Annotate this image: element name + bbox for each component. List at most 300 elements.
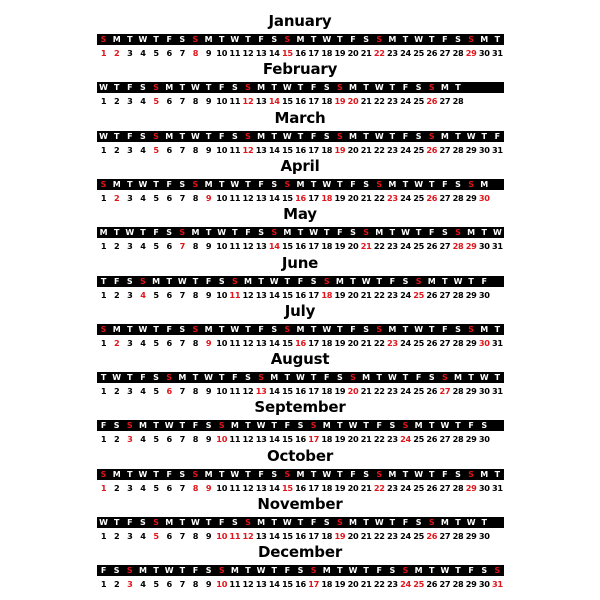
weekday-label: T xyxy=(113,228,120,238)
weekday-label: M xyxy=(257,83,266,93)
weekday-label: F xyxy=(350,324,356,334)
day-number: 17 xyxy=(308,289,319,300)
day-number: 15 xyxy=(281,531,293,541)
day-number: 19 xyxy=(334,434,346,445)
day-number: 5 xyxy=(153,337,159,348)
weekday-label: W xyxy=(282,518,292,527)
day-number: 30 xyxy=(478,337,490,348)
weekday-label: S xyxy=(192,324,199,334)
weekday-label: S xyxy=(192,179,199,189)
month-title: August xyxy=(270,350,330,369)
day-number: 22 xyxy=(373,241,385,252)
day-number: 16 xyxy=(295,289,306,300)
day-number: 22 xyxy=(373,579,385,590)
weekday-label: T xyxy=(442,276,448,286)
weekday-label: T xyxy=(402,373,409,383)
day-number: 24 xyxy=(400,337,411,348)
day-number: 9 xyxy=(205,96,212,107)
day-number: 10 xyxy=(216,579,228,590)
day-number: 11 xyxy=(229,434,241,445)
weekday-label: M xyxy=(165,83,174,93)
weekday-label: F xyxy=(140,373,146,383)
weekday-label: W xyxy=(138,469,148,479)
weekday-label: T xyxy=(245,566,251,576)
weekday-label: W xyxy=(269,276,279,286)
day-number: 13 xyxy=(255,48,267,58)
weekday-label: F xyxy=(310,131,317,141)
weekday-label: S xyxy=(231,276,238,286)
weekday-label: F xyxy=(350,35,356,44)
weekday-label: T xyxy=(363,566,369,576)
weekday-label: S xyxy=(442,373,448,383)
weekday-label: M xyxy=(480,35,489,44)
weekday-label: T xyxy=(402,324,409,334)
weekday-label: T xyxy=(205,131,212,141)
weekday-label: T xyxy=(100,373,107,383)
weekday-label: M xyxy=(152,276,161,286)
day-number: 29 xyxy=(465,192,477,203)
day-number: 11 xyxy=(229,289,241,300)
day-number: 25 xyxy=(413,48,425,58)
weekday-label: T xyxy=(218,324,225,334)
weekday-label: T xyxy=(258,276,264,286)
day-number: 20 xyxy=(347,434,359,445)
weekday-label: M xyxy=(296,179,305,189)
weekday-label: S xyxy=(297,421,304,431)
day-number: 5 xyxy=(153,482,159,493)
weekday-label: M xyxy=(349,518,357,527)
weekday-label: S xyxy=(310,566,317,576)
day-number: 29 xyxy=(465,241,477,252)
weekday-label: S xyxy=(140,131,146,141)
weekday-label: S xyxy=(153,131,159,141)
day-number: 21 xyxy=(360,192,372,203)
month-february xyxy=(0,60,600,108)
day-number: 9 xyxy=(205,531,212,541)
day-number: 1 xyxy=(100,531,107,541)
weekday-label: W xyxy=(374,131,384,141)
day-number: 13 xyxy=(255,337,267,348)
weekday-label: S xyxy=(245,131,251,141)
day-number: 22 xyxy=(373,531,385,541)
weekday-label: S xyxy=(415,276,422,286)
day-number: 21 xyxy=(360,434,372,445)
day-number: 4 xyxy=(140,434,146,445)
weekday-label: F xyxy=(402,131,409,141)
weekday-label: S xyxy=(271,324,278,334)
weekday-label: F xyxy=(205,276,212,286)
weekday-label: S xyxy=(455,179,461,189)
weekday-label: T xyxy=(337,35,343,44)
day-number: 22 xyxy=(373,289,385,300)
month-title: September xyxy=(254,398,346,417)
day-number: 9 xyxy=(205,144,212,155)
weekday-label: F xyxy=(232,373,238,383)
weekday-label: S xyxy=(494,566,501,576)
weekday-label: F xyxy=(218,518,225,527)
weekday-label: W xyxy=(112,373,122,383)
weekday-label: T xyxy=(297,228,304,238)
day-row xyxy=(97,482,504,494)
day-number: 4 xyxy=(140,192,146,203)
weekday-label: T xyxy=(218,179,225,189)
day-number: 22 xyxy=(373,337,385,348)
weekday-label: W xyxy=(99,131,108,141)
weekday-label: W xyxy=(164,421,174,431)
month-title: October xyxy=(266,446,334,465)
weekday-label: M xyxy=(480,469,489,479)
day-number: 7 xyxy=(179,531,186,541)
day-number: 9 xyxy=(205,192,212,203)
weekday-label: T xyxy=(337,566,343,576)
weekday-label: S xyxy=(336,373,343,383)
weekday-label: M xyxy=(322,421,331,431)
day-number: 19 xyxy=(334,531,346,541)
weekday-label: S xyxy=(363,179,369,189)
weekday-label: F xyxy=(258,324,264,334)
weekday-label: M xyxy=(230,421,239,431)
weekday-label: T xyxy=(324,228,330,238)
weekday-label: M xyxy=(388,179,397,189)
day-number: 28 xyxy=(452,337,464,348)
day-number: 23 xyxy=(386,579,398,590)
weekday-label: T xyxy=(192,373,199,383)
day-number: 5 xyxy=(153,192,159,203)
day-number: 8 xyxy=(192,434,199,445)
weekday-label: F xyxy=(100,566,107,576)
day-number: 11 xyxy=(229,241,241,252)
weekday-label: M xyxy=(270,373,279,383)
day-number: 17 xyxy=(308,192,319,203)
day-number: 5 xyxy=(153,434,159,445)
weekday-label: T xyxy=(153,35,159,44)
day-number: 20 xyxy=(347,579,359,590)
weekday-label: T xyxy=(389,518,396,527)
weekday-label: T xyxy=(402,179,409,189)
day-number: 3 xyxy=(127,289,133,300)
weekday-label: S xyxy=(350,373,356,383)
weekday-label: S xyxy=(350,228,356,238)
day-number: 29 xyxy=(465,386,477,397)
weekday-strip xyxy=(97,34,504,45)
weekday-label: T xyxy=(271,566,277,576)
day-number: 2 xyxy=(113,337,120,348)
weekday-label: S xyxy=(468,179,475,189)
weekday-label: S xyxy=(323,83,330,93)
day-number: 10 xyxy=(216,289,228,300)
weekday-label: T xyxy=(310,469,317,479)
day-number: 16 xyxy=(295,434,306,445)
weekday-label: M xyxy=(138,421,147,431)
day-number: 11 xyxy=(229,531,241,541)
weekday-label: T xyxy=(245,421,251,431)
weekday-label: F xyxy=(166,324,172,334)
weekday-label: F xyxy=(166,35,172,44)
day-number: 30 xyxy=(478,531,490,541)
weekday-label: S xyxy=(481,421,488,431)
weekday-label: M xyxy=(414,421,423,431)
month-october xyxy=(0,447,600,495)
weekday-label: S xyxy=(258,373,264,383)
weekday-label: F xyxy=(402,83,409,93)
weekday-label: W xyxy=(322,324,332,334)
weekday-label: W xyxy=(125,228,135,238)
day-number: 19 xyxy=(334,386,346,397)
weekday-label: M xyxy=(427,276,436,286)
day-number: 8 xyxy=(192,386,199,397)
day-number: 1 xyxy=(100,289,107,300)
day-number: 11 xyxy=(229,48,241,58)
weekday-label: S xyxy=(245,373,251,383)
weekday-label: T xyxy=(297,131,304,141)
weekday-label: F xyxy=(494,131,501,141)
month-title: January xyxy=(268,12,332,30)
day-number: 17 xyxy=(308,531,319,541)
weekday-label: F xyxy=(166,179,172,189)
day-number: 17 xyxy=(308,96,319,107)
weekday-label: F xyxy=(350,179,356,189)
weekday-label: T xyxy=(310,324,317,334)
weekday-strip xyxy=(97,227,504,238)
weekday-label: S xyxy=(363,469,369,479)
day-number: 16 xyxy=(295,192,306,203)
day-number: 20 xyxy=(347,386,359,397)
day-number: 29 xyxy=(465,337,477,348)
day-number: 2 xyxy=(113,192,120,203)
weekday-label: S xyxy=(468,35,475,44)
weekday-label: M xyxy=(191,228,200,238)
day-number: 7 xyxy=(179,434,186,445)
weekday-label: S xyxy=(100,179,107,189)
weekday-label: T xyxy=(337,421,343,431)
weekday-label: S xyxy=(140,518,146,527)
day-number: 14 xyxy=(268,192,280,203)
weekday-label: S xyxy=(389,566,396,576)
day-number: 15 xyxy=(281,579,293,590)
weekday-strip xyxy=(97,179,504,190)
day-number: 15 xyxy=(281,144,293,155)
day-number: 13 xyxy=(255,96,267,107)
day-number: 26 xyxy=(426,579,438,590)
day-number: 11 xyxy=(229,337,241,348)
day-number: 4 xyxy=(140,337,146,348)
weekday-label: T xyxy=(455,131,461,141)
weekday-label: W xyxy=(230,324,240,334)
weekday-label: M xyxy=(440,83,449,93)
day-number: 15 xyxy=(281,96,293,107)
day-number: 4 xyxy=(140,289,146,300)
day-row xyxy=(97,530,504,542)
day-number: 15 xyxy=(281,192,293,203)
weekday-label: W xyxy=(466,518,476,527)
day-number: 5 xyxy=(153,386,159,397)
weekday-label: F xyxy=(442,35,448,44)
weekday-label: S xyxy=(323,131,330,141)
month-title: July xyxy=(284,301,316,320)
day-number: 5 xyxy=(153,144,159,155)
day-number: 2 xyxy=(113,289,120,300)
day-number: 21 xyxy=(360,531,372,541)
weekday-label: M xyxy=(349,83,357,93)
weekday-label: F xyxy=(337,228,343,238)
weekday-label: T xyxy=(100,276,107,286)
weekday-label: S xyxy=(428,373,435,383)
day-number: 6 xyxy=(166,482,172,493)
weekday-label: T xyxy=(337,469,343,479)
weekday-label: W xyxy=(348,421,358,431)
month-december xyxy=(0,543,600,591)
day-number: 3 xyxy=(127,531,133,541)
weekday-label: S xyxy=(218,276,225,286)
day-number: 3 xyxy=(127,386,133,397)
weekday-label: S xyxy=(179,324,186,334)
day-number: 18 xyxy=(321,48,333,58)
weekday-label: S xyxy=(166,373,173,383)
weekday-label: S xyxy=(336,83,343,93)
day-number: 14 xyxy=(268,241,280,252)
weekday-label: M xyxy=(165,518,174,527)
weekday-label: W xyxy=(361,276,371,286)
weekday-label: W xyxy=(138,324,148,334)
weekday-label: T xyxy=(284,373,291,383)
weekday-label: T xyxy=(455,83,461,93)
day-number: 10 xyxy=(216,48,228,58)
weekday-label: F xyxy=(442,469,448,479)
weekday-strip xyxy=(97,469,504,480)
weekday-label: M xyxy=(257,131,266,141)
day-number: 10 xyxy=(216,434,228,445)
day-number: 3 xyxy=(127,241,133,252)
day-number: 5 xyxy=(153,531,159,541)
weekday-label: S xyxy=(363,228,369,238)
day-number: 27 xyxy=(439,337,451,348)
day-number: 16 xyxy=(295,579,306,590)
day-number: 6 xyxy=(166,289,172,300)
weekday-label: F xyxy=(153,228,159,238)
day-number: 9 xyxy=(205,48,212,58)
weekday-label: W xyxy=(414,35,424,44)
day-number: 25 xyxy=(413,337,425,348)
day-number: 6 xyxy=(166,96,172,107)
day-number: 25 xyxy=(413,241,425,252)
weekday-label: W xyxy=(177,276,187,286)
weekday-label: S xyxy=(179,228,186,238)
day-number: 12 xyxy=(242,144,254,155)
weekday-label: S xyxy=(100,324,107,334)
weekday-label: T xyxy=(455,518,461,527)
day-number: 2 xyxy=(113,386,120,397)
weekday-label: S xyxy=(284,324,291,334)
day-number: 3 xyxy=(127,579,133,590)
day-number: 29 xyxy=(465,48,477,58)
day-number: 16 xyxy=(295,482,306,493)
weekday-label: W xyxy=(191,518,200,527)
day-number: 16 xyxy=(295,241,306,252)
day-number: 23 xyxy=(386,482,398,493)
weekday-label: S xyxy=(113,566,120,576)
weekday-label: M xyxy=(99,228,108,238)
day-number: 22 xyxy=(373,96,385,107)
weekday-label: F xyxy=(310,518,317,527)
weekday-label: S xyxy=(415,518,422,527)
weekday-label: W xyxy=(479,373,489,383)
weekday-label: T xyxy=(113,131,120,141)
weekday-label: S xyxy=(179,179,186,189)
day-number: 21 xyxy=(360,48,372,58)
day-number: 28 xyxy=(452,241,464,252)
weekday-label: T xyxy=(310,179,317,189)
weekday-label: F xyxy=(402,518,409,527)
day-number: 30 xyxy=(478,241,490,252)
day-number: 9 xyxy=(205,337,212,348)
day-number: 31 xyxy=(492,579,503,590)
day-number: 22 xyxy=(373,434,385,445)
weekday-label: T xyxy=(337,179,343,189)
day-number: 25 xyxy=(413,96,425,107)
weekday-label: S xyxy=(153,83,159,93)
weekday-label: W xyxy=(282,131,292,141)
day-number: 23 xyxy=(386,531,398,541)
day-number: 1 xyxy=(100,192,107,203)
weekday-label: T xyxy=(179,421,186,431)
day-number: 5 xyxy=(153,96,159,107)
day-number: 25 xyxy=(413,579,425,590)
weekday-label: S xyxy=(153,518,159,527)
day-number: 26 xyxy=(426,386,438,397)
day-number: 8 xyxy=(192,579,199,590)
weekday-label: S xyxy=(205,421,212,431)
weekday-label: W xyxy=(296,373,305,383)
day-number: 7 xyxy=(179,482,186,493)
day-number: 19 xyxy=(334,96,346,107)
weekday-label: M xyxy=(296,469,305,479)
weekday-label: S xyxy=(231,83,238,93)
weekday-label: T xyxy=(429,324,435,334)
day-number: 6 xyxy=(166,337,172,348)
day-number: 24 xyxy=(400,144,411,155)
weekday-label: S xyxy=(310,276,317,286)
weekday-label: F xyxy=(468,421,474,431)
weekday-label: T xyxy=(429,566,435,576)
day-number: 10 xyxy=(216,96,228,107)
weekday-label: S xyxy=(415,131,422,141)
day-number: 6 xyxy=(166,434,172,445)
day-number: 1 xyxy=(100,434,107,445)
day-number: 18 xyxy=(321,482,333,493)
day-number: 9 xyxy=(205,386,212,397)
weekday-label: S xyxy=(271,228,278,238)
day-number: 13 xyxy=(255,386,267,397)
day-number: 13 xyxy=(255,241,267,252)
month-november xyxy=(0,495,600,543)
day-number: 19 xyxy=(334,482,346,493)
weekday-label: T xyxy=(389,131,396,141)
day-number: 11 xyxy=(229,96,241,107)
weekday-label: T xyxy=(402,469,409,479)
weekday-label: T xyxy=(481,228,488,238)
weekday-label: M xyxy=(204,179,213,189)
weekday-label: T xyxy=(153,324,159,334)
weekday-label: W xyxy=(322,35,332,44)
day-number: 5 xyxy=(153,289,159,300)
weekday-label: F xyxy=(324,373,330,383)
weekday-label: F xyxy=(258,469,264,479)
day-number: 25 xyxy=(413,434,425,445)
day-number: 18 xyxy=(321,289,333,300)
day-number: 26 xyxy=(426,96,438,107)
weekday-label: F xyxy=(218,131,225,141)
day-row xyxy=(97,433,504,445)
